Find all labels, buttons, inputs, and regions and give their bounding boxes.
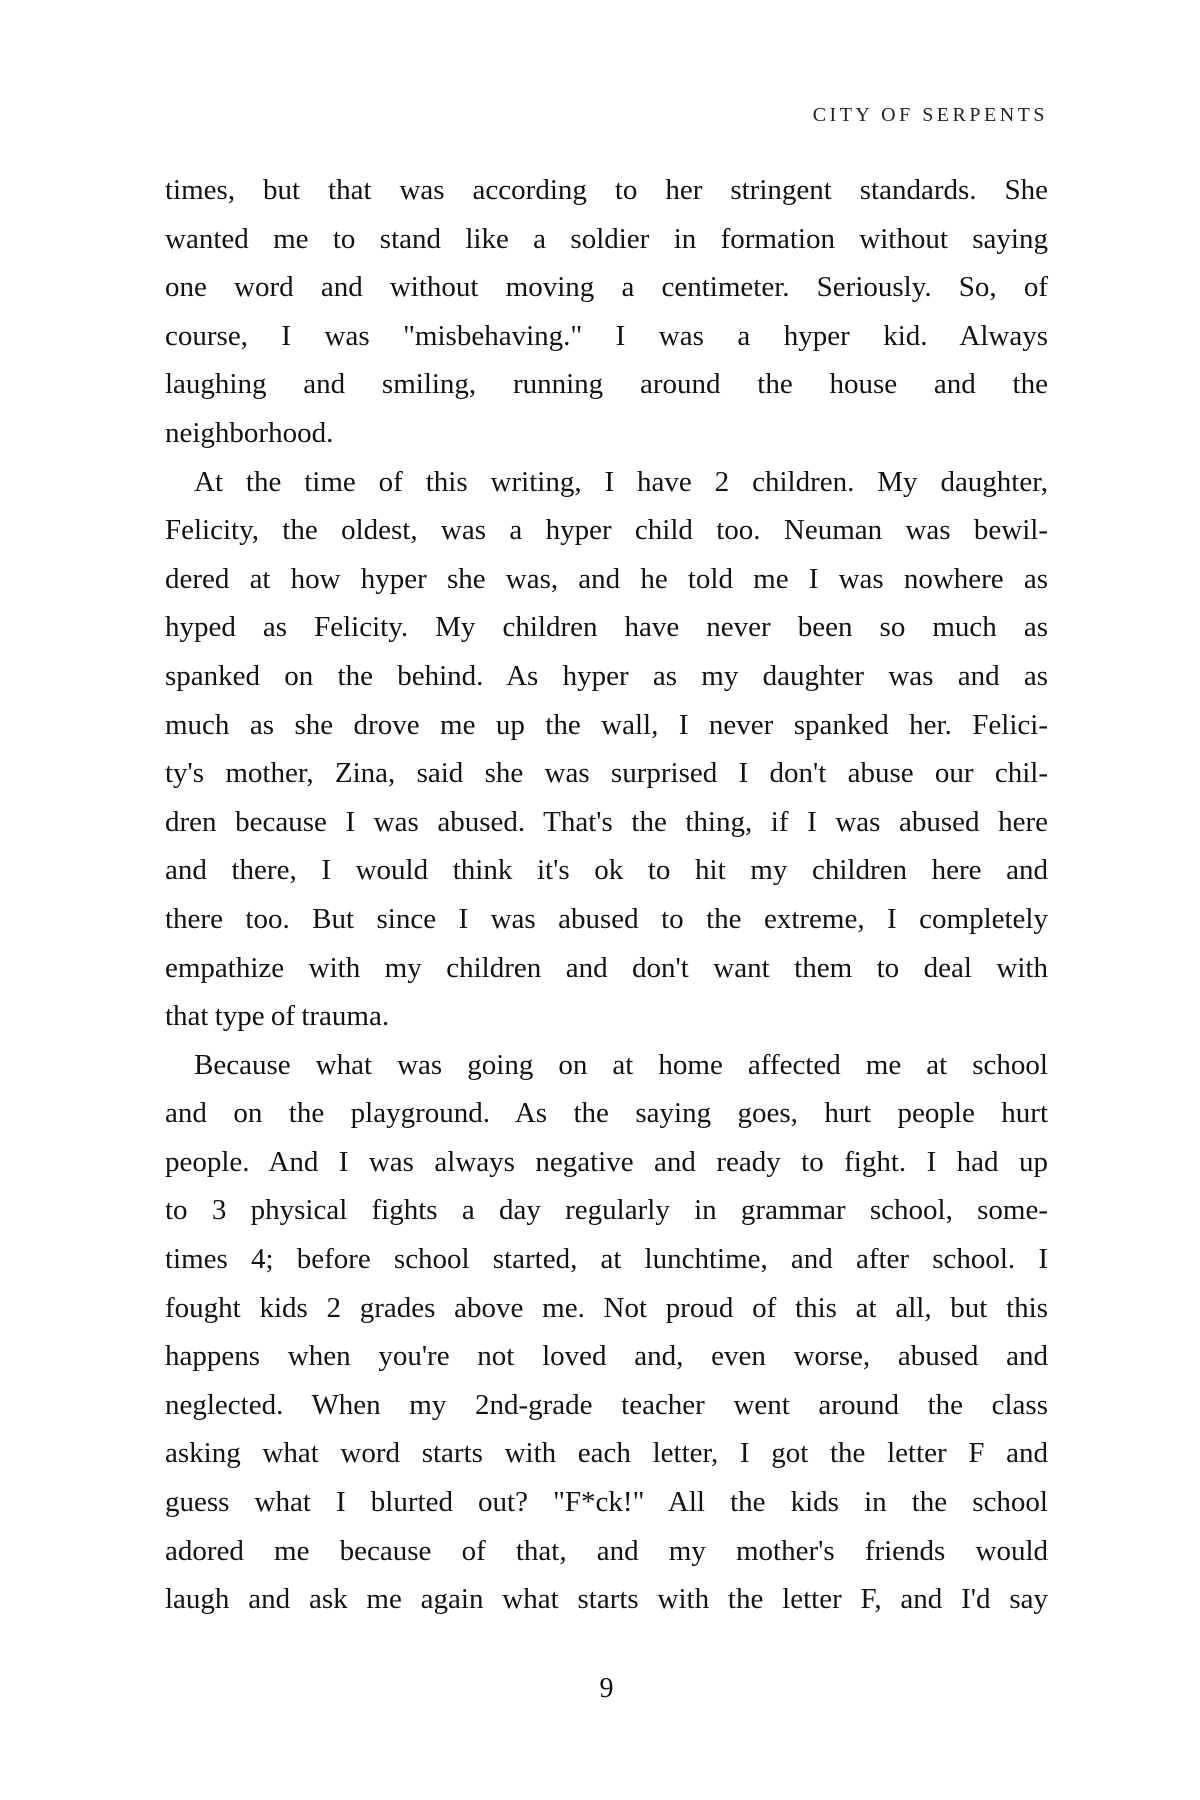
paragraph [165, 1041, 1048, 1624]
text-line: hyped as Felicity. My children have never been so much as [165, 611, 1048, 644]
text-line: laughing and smiling, running around the house and the [165, 368, 1048, 401]
paragraph [165, 458, 1048, 1041]
text-line: neglected. When my 2nd-grade teacher went around the class [165, 1388, 1048, 1421]
text-line: there too. But since I was abused to the extreme, I completely [165, 902, 1048, 935]
text-line: Because what was going on at home affected me at school [194, 1048, 1048, 1081]
text-line: asking what word starts with each letter, I got the letter F and [165, 1437, 1048, 1470]
text-line: times, but that was according to her stringent standards. She [165, 174, 1048, 206]
paragraph [165, 166, 1048, 458]
text-line: one word and without moving a centimeter. Seriously. So, of [165, 271, 1048, 304]
text-line: guess what I blurted out? "F*ck!" All the kids in the school [165, 1486, 1048, 1519]
page-number: 9 [599, 1673, 614, 1704]
text-line: much as she drove me up the wall, I never spanked her. Felici- [165, 708, 1048, 741]
text-line: empathize with my children and don't want them to deal with [165, 951, 1048, 984]
text-line: ty's mother, Zina, said she was surprised I don't abuse our chil- [165, 757, 1048, 790]
text-line: laugh and ask me again what starts with the letter F, and I'd say [165, 1583, 1048, 1616]
text-line: neighborhood. [165, 416, 334, 449]
text-line: Felicity, the oldest, was a hyper child too. Neuman was bewil- [165, 514, 1048, 547]
text-line: At the time of this writing, I have 2 children. My daughter, [194, 465, 1048, 498]
text-line: spanked on the behind. As hyper as my daughter was and as [165, 659, 1048, 692]
text-line: wanted me to stand like a soldier in formation without saying [165, 222, 1048, 255]
text-line: happens when you're not loved and, even worse, abused and [165, 1340, 1048, 1373]
text-line: that type of trauma. [165, 1000, 390, 1033]
text-line: dren because I was abused. That's the thing, if I was abused here [165, 805, 1048, 838]
text-line: course, I was "misbehaving." I was a hyper kid. Always [165, 319, 1048, 352]
body-text [165, 166, 1048, 1624]
text-line: to 3 physical fights a day regularly in grammar school, some- [165, 1194, 1048, 1227]
text-line: people. And I was always negative and ready to fight. I had up [165, 1145, 1048, 1178]
text-line: fought kids 2 grades above me. Not proud of this at all, but this [165, 1291, 1048, 1324]
running-head: CITY OF SERPENTS [812, 104, 1048, 126]
text-line: adored me because of that, and my mother's friends would [165, 1534, 1048, 1567]
text-line: and on the playground. As the saying goes, hurt people hurt [165, 1097, 1048, 1130]
text-line: and there, I would think it's ok to hit my children here and [165, 854, 1048, 887]
text-line: dered at how hyper she was, and he told me I was nowhere as [165, 562, 1048, 595]
text-line: times 4; before school started, at lunchtime, and after school. I [165, 1243, 1048, 1276]
